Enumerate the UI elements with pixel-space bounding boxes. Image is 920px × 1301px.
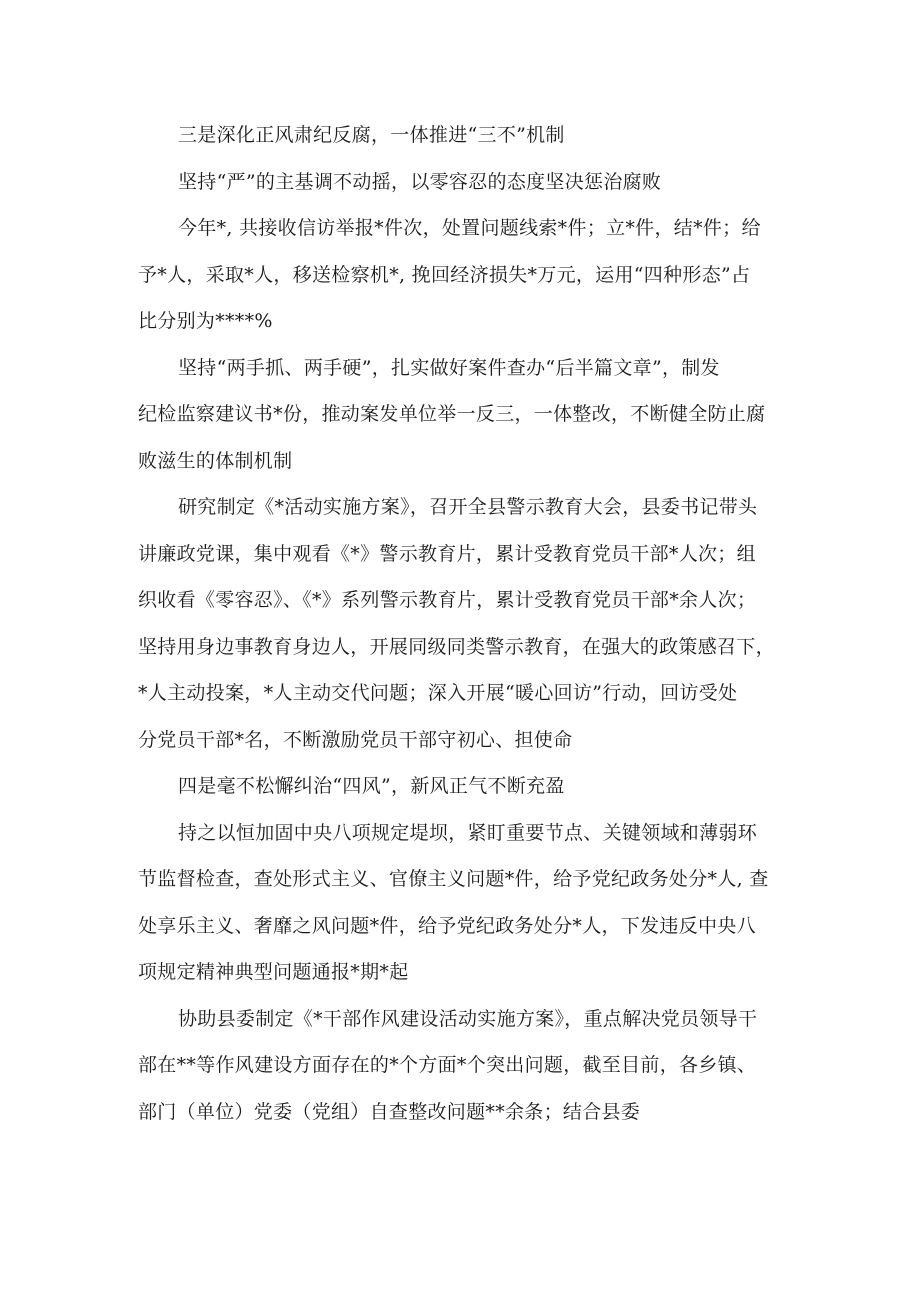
paragraph [138, 159, 798, 206]
text-line: 三是深化正风肃纪反腐，一体推进“三不”机制 [178, 124, 565, 146]
text-line: 予*人，采取*人，移送检察机*, 挽回经济损失*万元，运用“四种形态”占 [138, 263, 751, 286]
text-line: 处享乐主义、奢靡之风问题*件，给予党纪政务处分*人，下发违反中央八 [138, 914, 756, 937]
text-line: 部门（单位）党委（党组）自查整改问题**余条；结合县委 [138, 1100, 641, 1123]
text-line: 讲廉政党课，集中观看《*》警示教育片，累计受教育党员干部*人次；组 [138, 542, 756, 565]
text-line: 败滋生的体制机制 [138, 449, 293, 472]
paragraph [138, 996, 798, 1136]
text-line: 纪检监察建议书*份，推动案发单位举一反三，一体整改，不断健全防止腐 [138, 403, 766, 425]
paragraph [138, 484, 798, 763]
text-line: 今年*, 共接收信访举报*件次，处置问题线索*件；立*件，结*件；给 [178, 217, 761, 239]
text-line: 坚持“两手抓、两手硬”，扎实做好案件查办“后半篇文章”，制发 [178, 356, 720, 379]
text-line: 织收看《零容忍》、《*》系列警示教育片，累计受教育党员干部*余人次； [138, 589, 757, 611]
paragraph [138, 205, 798, 345]
text-line: 节监督检查，查处形式主义、官僚主义问题*件，给予党纪政务处分*人, 查 [138, 868, 769, 890]
text-line: 持之以恒加固中央八项规定堤坝，紧盯重要节点、关键领域和薄弱环 [178, 821, 758, 844]
text-line: 坚持“严”的主基调不动摇，以零容忍的态度坚决惩治腐败 [178, 170, 662, 193]
section-heading-3 [138, 112, 798, 159]
text-line: 部在**等作风建设方面存在的*个方面*个突出问题，截至目前，各乡镇、 [138, 1054, 757, 1076]
paragraph [138, 345, 798, 485]
text-line: 比分别为****% [138, 310, 273, 332]
section-heading-4 [138, 763, 798, 810]
text-line: *人主动投案，*人主动交代问题；深入开展“暖心回访”行动，回访受处 [138, 682, 738, 704]
text-line: 分党员干部*名，不断激励党员干部守初心、担使命 [138, 728, 573, 751]
text-line: 坚持用身边事教育身边人，开展同级同类警示教育，在强大的政策感召下， [138, 635, 775, 658]
paragraph [138, 810, 798, 996]
text-line: 协助县委制定《*干部作风建设活动实施方案》，重点解决党员领导干 [178, 1007, 758, 1030]
text-line: 四是毫不松懈纠治“四风”，新风正气不断充盈 [178, 775, 565, 797]
text-line: 项规定精神典型问题通报*期*起 [138, 961, 409, 983]
document-body [138, 112, 798, 1135]
text-line: 研究制定《*活动实施方案》，召开全县警示教育大会，县委书记带头 [178, 496, 758, 518]
